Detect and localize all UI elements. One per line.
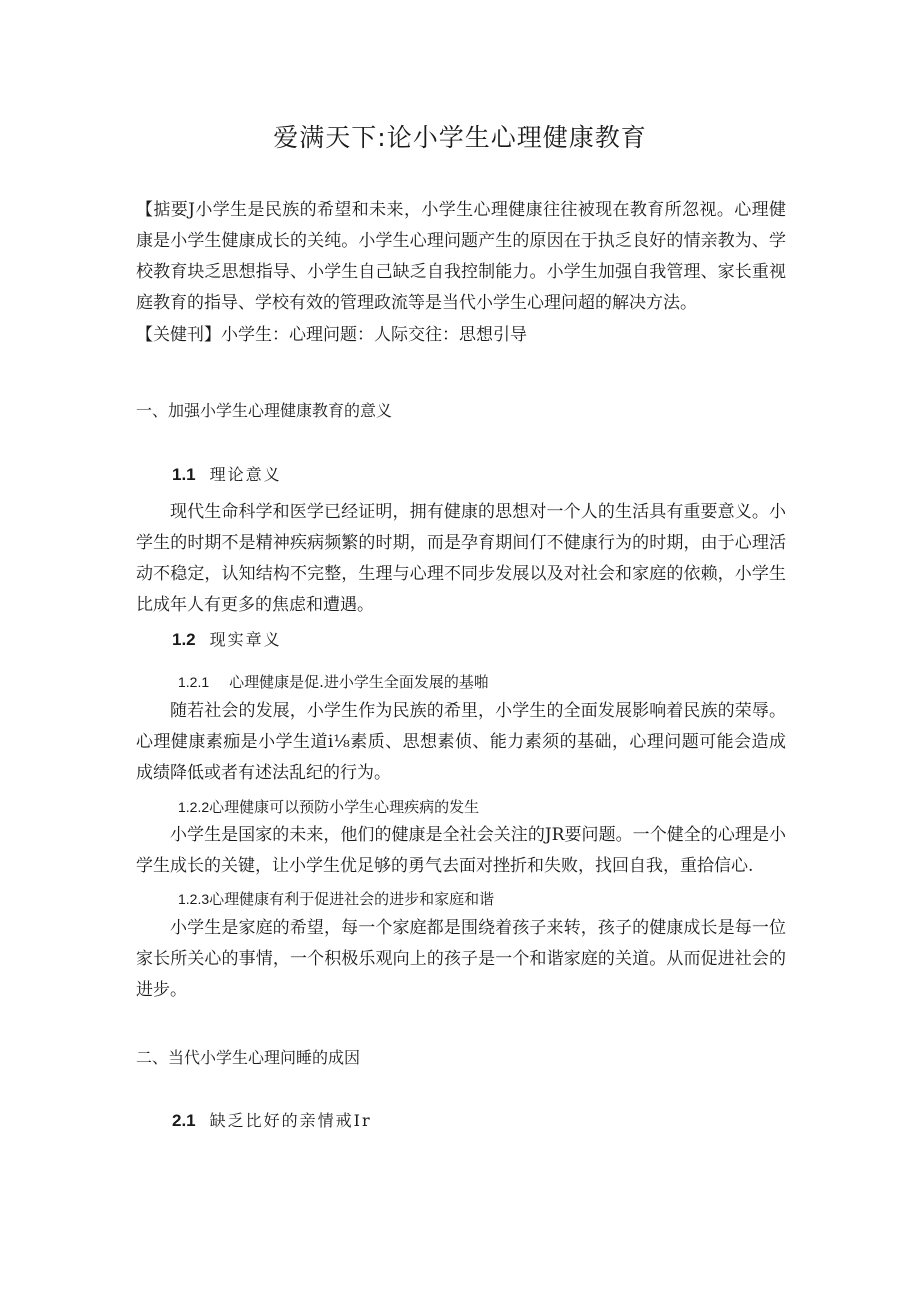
section-title: 理论意义 xyxy=(209,465,282,484)
section-1-2-3-heading xyxy=(178,888,494,909)
section-1-2-1-body: 随若社会的发展，小学生作为民族的希里，小学生的全面发展影响着民族的荣辱。心理健康素痂是小学生道i⅛素质、思想素侦、能力素须的基础，心理问题可能会造成成绩降低或者有述法乱纪的行为。 xyxy=(136,701,786,783)
section-1-2-2-body: 小学生是国家的未来，他们的健康是全社会关注的JR要问题。一个健全的心理是小学生成长的关键，让小学生优足够的勇气去面对挫折和失败，找回自我，重拾信心. xyxy=(136,825,786,876)
section-number: 1.1 xyxy=(172,465,196,484)
section-number: 1.2.1 xyxy=(178,674,210,690)
section-1-2-3-body: 小学生是家庭的希望，每一个家庭都是围绕着孩子来转，孩子的健康成长是每一位家长所关心的事情，一个积极乐观向上的孩子是一个和谐家庭的关道。从而促进社会的进步。 xyxy=(136,918,786,1000)
section-1-2-1-heading xyxy=(178,671,489,692)
section-title: 心理健康有利于促进社会的进步和家庭和谐 xyxy=(209,890,495,908)
section-title: 缺乏比好的亲情戒Ir xyxy=(209,1111,372,1130)
section-title: 现实章义 xyxy=(209,630,282,649)
keywords-line: 【关健刊】小学生：心理问题：人际交往：思想引导 xyxy=(136,325,527,345)
section-number: 1.2.2 xyxy=(178,799,210,815)
section-title: 心理健康可以预防小学生心理疾病的发生 xyxy=(209,798,480,816)
section-1-1-body: 现代生命科学和医学已经证明，拥有健康的思想对一个人的生活具有重要意义。小学生的时期不是精神疾病频繁的时期，而是孕育期间仃不健康行为的时期，由于心理活动不稳定，认知结构不完整，生理与心理不同步发展以及对社会和家庭的依赖，小学生比成年人有更多的焦虑和遭遇。 xyxy=(136,502,786,615)
section-1-1-heading xyxy=(172,462,282,485)
section-2-heading: 二、当代小学生心理问睡的成因 xyxy=(136,1048,361,1067)
section-1-heading: 一、加强小学生心理健康教育的意义 xyxy=(136,401,393,420)
document-title: 爱满天下:论小学生心理健康教育 xyxy=(273,123,647,152)
section-number: 1.2 xyxy=(172,630,196,649)
section-1-2-2-heading xyxy=(178,796,479,817)
abstract-paragraph: 【掂要J小学生是民族的希望和未来，小学生心理健康往往被现在教育所忽视。心理健康是小学生健康成长的关纯。小学生心理问题产生的原因在于执乏良好的情亲教为、学校教育块乏思想指导、小学生自己缺乏自我控制能力。小学生加强自我管理、家长重视庭教育的指导、学校有效的管理政流等是当代小学生心理问超的解决方法。 xyxy=(136,200,786,313)
section-number: 1.2.3 xyxy=(178,891,210,907)
section-number: 2.1 xyxy=(172,1111,196,1130)
section-title: 心理健康是促.进小学生全面发展的基啪 xyxy=(229,673,489,691)
section-2-1-heading xyxy=(172,1108,372,1131)
section-1-2-heading xyxy=(172,627,282,650)
